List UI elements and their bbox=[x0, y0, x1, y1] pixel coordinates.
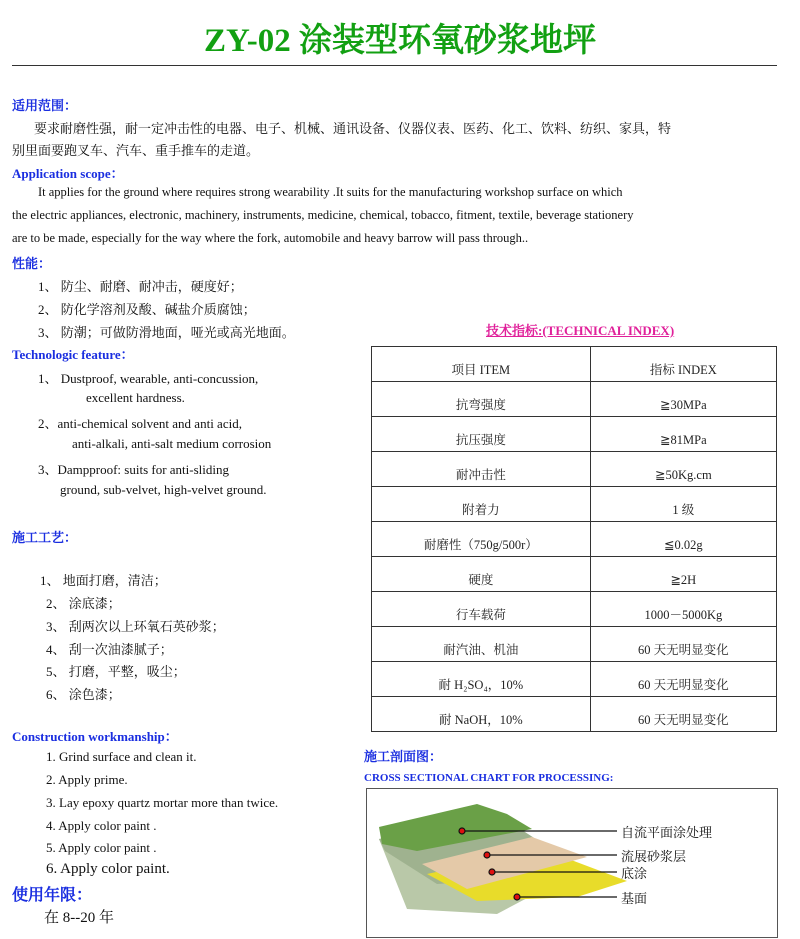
scope-en-line: are to be made, especially for the way where the fork, automobile and heavy barrow will pass through.. bbox=[12, 231, 529, 245]
scope-cn-heading: 适用范围： bbox=[12, 98, 78, 113]
tech-table bbox=[371, 346, 777, 732]
scope-cn-line: 别里面要跑叉车、汽车、重手推车的走道。 bbox=[12, 143, 260, 158]
table-row: 抗弯强度 ≧30MPa bbox=[372, 382, 777, 417]
process-cn-line: 4、 刮一次油漆腻子； bbox=[46, 642, 173, 657]
table-row: 硬度 ≧2H bbox=[372, 557, 777, 592]
process-en-line: 5. Apply color paint . bbox=[46, 840, 157, 855]
table-row: 附着力 1 级 bbox=[372, 487, 777, 522]
feature-en-line: anti-alkali, anti-salt medium corrosion bbox=[72, 436, 272, 451]
feature-en-line: 2、anti-chemical solvent and anti acid, bbox=[38, 416, 242, 431]
process-en-line: 3. Lay epoxy quartz mortar more than twice. bbox=[46, 795, 279, 810]
scope-cn-line: 要求耐磨性强，耐一定冲击性的电器、电子、机械、通讯设备、仪器仪表、医药、化工、饮料、纺织、家具，特 bbox=[34, 121, 672, 136]
process-en-line: 4. Apply color paint . bbox=[46, 818, 157, 833]
layer-label: 流展砂浆层 bbox=[621, 850, 687, 865]
scope-en-line: It applies for the ground where requires strong wearability .It suits for the manufacturing workshop surface on which bbox=[38, 185, 623, 199]
process-en-heading: Construction workmanship： bbox=[12, 729, 178, 744]
feature-en-line: excellent hardness. bbox=[86, 390, 185, 405]
table-row: 耐 NaOH，10% 60 天无明显变化 bbox=[372, 697, 777, 732]
perf-cn-line: 1、 防尘、耐磨、耐冲击，硬度好； bbox=[38, 279, 243, 294]
table-row: 抗压强度 ≧81MPa bbox=[372, 417, 777, 452]
perf-cn-heading: 性能： bbox=[12, 256, 52, 271]
perf-cn-line: 3、 防潮；可做防滑地面，哑光或高光地面。 bbox=[38, 325, 295, 340]
feature-en-line: 3、Dampproof: suits for anti-sliding bbox=[38, 462, 230, 477]
table-header: 项目 ITEM 指标 INDEX bbox=[372, 347, 777, 382]
cross-section-diagram bbox=[366, 788, 778, 938]
process-cn-line: 3、 刮两次以上环氧石英砂浆； bbox=[46, 619, 225, 634]
table-row: 耐冲击性 ≧50Kg.cm bbox=[372, 452, 777, 487]
process-cn-line: 1、 地面打磨，清洁； bbox=[40, 573, 167, 588]
process-en-line: 1. Grind surface and clean it. bbox=[46, 749, 197, 764]
process-cn-heading: 施工工艺： bbox=[12, 530, 78, 545]
layer-label: 基面 bbox=[621, 892, 648, 907]
scope-en-line: the electric appliances, electronic, machinery, instruments, medicine, chemical, tobacco, fitment, textile, beverage stationery bbox=[12, 208, 634, 222]
section-heading-en: CROSS SECTIONAL CHART FOR PROCESSING: bbox=[364, 772, 614, 784]
feature-en-heading: Technologic feature： bbox=[12, 347, 134, 362]
table-row: 耐 H₂SO₄，10% 60 天无明显变化 bbox=[372, 662, 777, 697]
process-en-line: 6. Apply color paint. bbox=[46, 861, 170, 877]
divider bbox=[12, 65, 777, 66]
table-row: 耐汽油、机油 60 天无明显变化 bbox=[372, 627, 777, 662]
process-cn-line: 5、 打磨，平整，吸尘； bbox=[46, 664, 186, 679]
process-cn-line: 6、 涂色漆； bbox=[46, 687, 121, 702]
life-value: 在 8--20 年 bbox=[44, 910, 114, 926]
layer-illustration bbox=[367, 789, 777, 937]
feature-en-line: ground, sub-velvet, high-velvet ground. bbox=[60, 482, 267, 497]
process-en-line: 2. Apply prime. bbox=[46, 772, 128, 787]
perf-cn-line: 2、 防化学溶剂及酸、碱盐介质腐蚀； bbox=[38, 302, 256, 317]
section-heading-cn: 施工剖面图： bbox=[364, 749, 443, 764]
table-row: 耐磨性（750g/500r） ≦0.02g bbox=[372, 522, 777, 557]
layer-label: 自流平面涂处理 bbox=[621, 826, 713, 841]
table-row: 行车载荷 1000－5000Kg bbox=[372, 592, 777, 627]
page-title: ZY-02 涂装型环氧砂浆地坪 bbox=[203, 23, 597, 59]
life-heading: 使用年限： bbox=[12, 887, 93, 904]
layer-label: 底涂 bbox=[621, 867, 648, 882]
feature-en-line: 1、 Dustproof, wearable, anti-concussion, bbox=[38, 371, 259, 386]
process-cn-line: 2、 涂底漆； bbox=[46, 596, 121, 611]
tech-heading: 技术指标:(TECHNICAL INDEX) bbox=[486, 323, 675, 338]
scope-en-heading: Application scope： bbox=[12, 166, 124, 181]
